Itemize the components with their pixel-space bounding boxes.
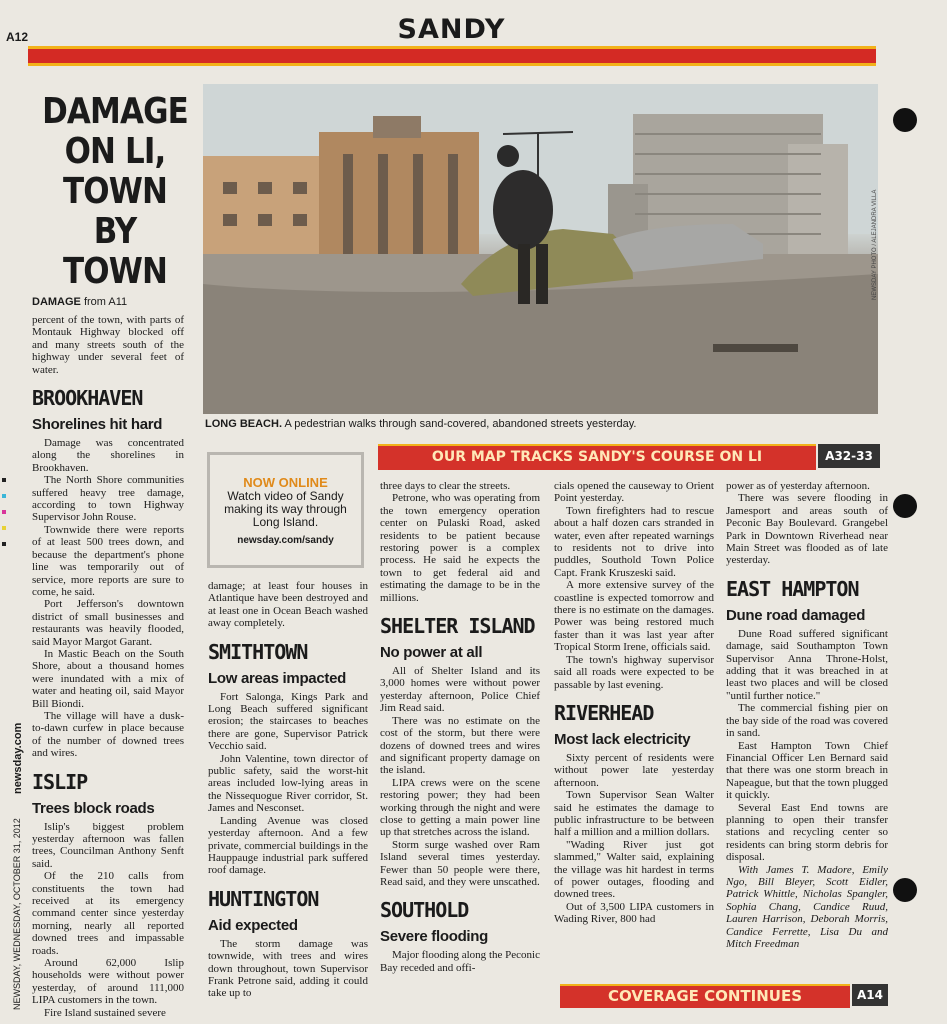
paragraph: A more extensive survey of the coastline is expected tomorrow and there is no estimate on the damages. Power was being restored much faster than it was last year after Tropical Storm Irene, officials said. bbox=[554, 579, 714, 654]
column-5 bbox=[726, 480, 888, 950]
paragraph: All of Shelter Island and its 3,000 homes were without power yesterday afternoon, Police Chief Jim Read said. bbox=[380, 665, 540, 715]
color-registration-mark bbox=[2, 542, 6, 546]
paragraph: Of the 210 calls from constituents the town had received at its emergency command center since yesterday morning, nearly all reported downed trees and impassable roads. bbox=[32, 870, 184, 957]
now-online-title: NOW ONLINE bbox=[243, 475, 328, 490]
paragraph: Storm surge washed over Ram Island several times yesterday. Fewer than 50 people were there, Read said, and they were unscathed. bbox=[380, 838, 540, 888]
paragraph: John Valentine, town director of public safety, said the worst-hit areas included low-lying areas in the Nissequogue River corridor, St. James and Nesconset. bbox=[208, 752, 368, 815]
website-label: newsday.com bbox=[12, 722, 24, 794]
paragraph: The North Shore communities suffered heavy tree damage, according to town Highway Supervisor John Rouse. bbox=[32, 474, 184, 524]
section-title: SANDY bbox=[397, 14, 506, 45]
paragraph: Fire Island sustained severe bbox=[44, 1006, 166, 1019]
paragraph: Out of 3,500 LIPA customers in Wading River, 800 had bbox=[554, 900, 714, 926]
color-registration-mark bbox=[2, 478, 6, 482]
column-1 bbox=[32, 296, 184, 1019]
subheading: Severe flooding bbox=[380, 928, 489, 946]
color-registration-mark bbox=[2, 494, 6, 498]
coverage-page-ref: A14 bbox=[852, 984, 888, 1006]
paragraph: Town Supervisor Sean Walter said he estimates the damage to public infrastructure to be between half a million and a million dollars. bbox=[554, 789, 714, 839]
paragraph: Sixty percent of residents were without power late yesterday afternoon. bbox=[554, 751, 714, 789]
paragraph: damage; at least four houses in Atlantique have been destroyed and at least one in Ocean Beach washed away completely. bbox=[208, 580, 368, 630]
map-banner-page-ref: A32-33 bbox=[818, 444, 880, 468]
paragraph: The town's highway supervisor said all roads were expected to be passable by last evening. bbox=[554, 653, 714, 691]
paragraph: power as of yesterday afternoon. bbox=[726, 480, 870, 492]
town-heading: SOUTHOLD bbox=[380, 898, 469, 923]
town-heading: ISLIP bbox=[32, 769, 88, 794]
jump-label: DAMAGE bbox=[32, 296, 81, 308]
column-4 bbox=[554, 480, 714, 926]
paragraph: Townwide there were reports of at least 500 trees down, and because the department's phone line was temporarily out of service, more reports are sure to come, he said. bbox=[32, 523, 184, 598]
map-banner[interactable]: OUR MAP TRACKS SANDY'S COURSE ON LI bbox=[378, 444, 816, 470]
paragraph: Petrone, who was operating from the town emergency operation center on Pulaski Road, asked residents to be patient because restoring power is a complex process. He said he expects the town to get federal aid and estimating the damage to be in the millions. bbox=[380, 492, 540, 604]
jump-from: from A11 bbox=[83, 296, 128, 308]
subheading: No power at all bbox=[380, 644, 483, 662]
subheading: Shorelines hit hard bbox=[32, 416, 163, 434]
color-registration-mark bbox=[2, 526, 6, 530]
subheading: Trees block roads bbox=[32, 799, 155, 817]
subheading: Aid expected bbox=[208, 916, 298, 934]
paragraph: East Hampton Town Chief Financial Officer Len Bernard said that there was one storm breach in Napeague, but that the town plugged it quickly. bbox=[726, 739, 888, 802]
paragraph: percent of the town, with parts of Montauk Highway blocked off and many streets south of the highway under several feet of water. bbox=[32, 314, 184, 376]
town-heading: EAST HAMPTON bbox=[726, 576, 859, 601]
coverage-continues-banner[interactable]: COVERAGE CONTINUES bbox=[560, 984, 850, 1008]
town-heading: BROOKHAVEN bbox=[32, 386, 143, 411]
paragraph: There was severe flooding in Jamesport and areas south of Peconic Bay Boulevard. Grangebel Park in Downtown Riverhead near Main Street was flooded as of late yesterday. bbox=[726, 492, 888, 567]
paragraph: The commercial fishing pier on the bay side of the road was covered in sand. bbox=[726, 702, 888, 740]
news-photo bbox=[203, 84, 878, 414]
column-2 bbox=[208, 580, 368, 1000]
now-online-url[interactable]: newsday.com/sandy bbox=[237, 535, 334, 546]
contributors-line: With James T. Madore, Emily Ngo, Bill Bleyer, Scott Eidler, Patrick Whittle, Nicholas Spangler, Sophia Chang, Candice Ruud, Lauren Harrison, Deborah Morris, Candice Ferrette, Lisa Du and Mitch Freedman bbox=[726, 863, 888, 950]
paragraph: LIPA crews were on the scene restoring power; they had been working through the night and were close to getting a main power line up that stretches across the island. bbox=[380, 776, 540, 839]
punch-hole bbox=[893, 878, 917, 902]
town-heading: SMITHTOWN bbox=[208, 639, 308, 664]
now-online-body: Watch video of Sandy making its way through Long Island. bbox=[224, 489, 347, 529]
top-color-bar bbox=[28, 46, 876, 66]
color-registration-mark bbox=[2, 510, 6, 514]
page-number: A12 bbox=[6, 30, 29, 44]
column-3 bbox=[380, 480, 540, 974]
paragraph: Damage was concentrated along the shorelines in Brookhaven. bbox=[32, 437, 184, 474]
subheading: Dune road damaged bbox=[726, 606, 866, 624]
town-heading: RIVERHEAD bbox=[554, 700, 654, 725]
date-strip: NEWSDAY, WEDNESDAY, OCTOBER 31, 2012 bbox=[12, 818, 22, 1010]
paragraph: Town firefighters had to rescue about a half dozen cars stranded in water, even after repeated warnings to residents not to drive into puddles, Southold Town Police Capt. Frank Kruszeski said. bbox=[554, 504, 714, 579]
paragraph: three days to clear the streets. bbox=[380, 480, 511, 492]
paragraph: The storm damage was townwide, with trees and wires down throughout, town Supervisor Frank Petrone said, adding it could take up to bbox=[208, 937, 368, 1000]
subheading: Most lack electricity bbox=[554, 730, 691, 748]
now-online-box[interactable] bbox=[207, 452, 364, 568]
photo-credit: NEWSDAY PHOTO / ALEJANDRA VILLA bbox=[872, 189, 878, 300]
paragraph: "Wading River just got slammed," Walter said, explaining the village was hit hardest in terms of power outages, flooding and downed trees. bbox=[554, 838, 714, 901]
paragraph: Landing Avenue was closed yesterday afternoon. And a few private, commercial buildings in the Hauppauge industrial park suffered roof damage. bbox=[208, 814, 368, 877]
paragraph: Around 62,000 Islip households were without power yesterday, of around 111,000 LIPA customers in the town. bbox=[32, 957, 184, 1007]
paragraph: The village will have a dusk-to-dawn curfew in place because of the number of downed trees and wires. bbox=[32, 709, 184, 760]
caption-lead: LONG BEACH. bbox=[205, 418, 282, 430]
photo-illustration bbox=[203, 84, 878, 414]
paragraph: Port Jefferson's downtown district of small businesses and restaurants was heavily flooded, said Mayor Margot Garant. bbox=[32, 598, 184, 648]
photo-caption bbox=[205, 418, 885, 430]
town-heading: SHELTER ISLAND bbox=[380, 614, 535, 639]
paragraph: Fort Salonga, Kings Park and Long Beach suffered significant erosion; the staircases to beaches there are gone, Supervisor Patrick Vecchio said. bbox=[208, 690, 368, 753]
paragraph: Several East End towns are planning to open their transfer stations and recycling center so residents can bring storm debris for disposal. bbox=[726, 801, 888, 864]
caption-text: A pedestrian walks through sand-covered, abandoned streets yesterday. bbox=[284, 418, 637, 430]
subheading: Low areas impacted bbox=[208, 669, 346, 687]
punch-hole bbox=[893, 494, 917, 518]
paragraph: In Mastic Beach on the South Shore, about a thousand homes were inundated with a mix of water and heating oil, said Mayor Bill Biondi. bbox=[32, 647, 184, 710]
paragraph: Dune Road suffered significant damage, said Southampton Town Supervisor Anna Throne-Holst, adding that it was breached in at least two places and will be closed "until further notice." bbox=[726, 627, 888, 702]
paragraph: cials opened the causeway to Orient Point yesterday. bbox=[554, 480, 714, 505]
town-heading: HUNTINGTON bbox=[208, 886, 319, 911]
headline: DAMAGE ON LI, TOWN BY TOWN bbox=[42, 91, 188, 292]
jump-line bbox=[32, 296, 184, 308]
paragraph: There was no estimate on the cost of the storm, but there were dozens of downed trees and wires and significant property damage on the island. bbox=[380, 714, 540, 777]
paragraph: Major flooding along the Peconic Bay receded and offi- bbox=[380, 949, 540, 974]
paragraph: Islip's biggest problem yesterday afternoon was fallen trees, Councilman Anthony Senft said. bbox=[32, 820, 184, 870]
punch-hole bbox=[893, 108, 917, 132]
